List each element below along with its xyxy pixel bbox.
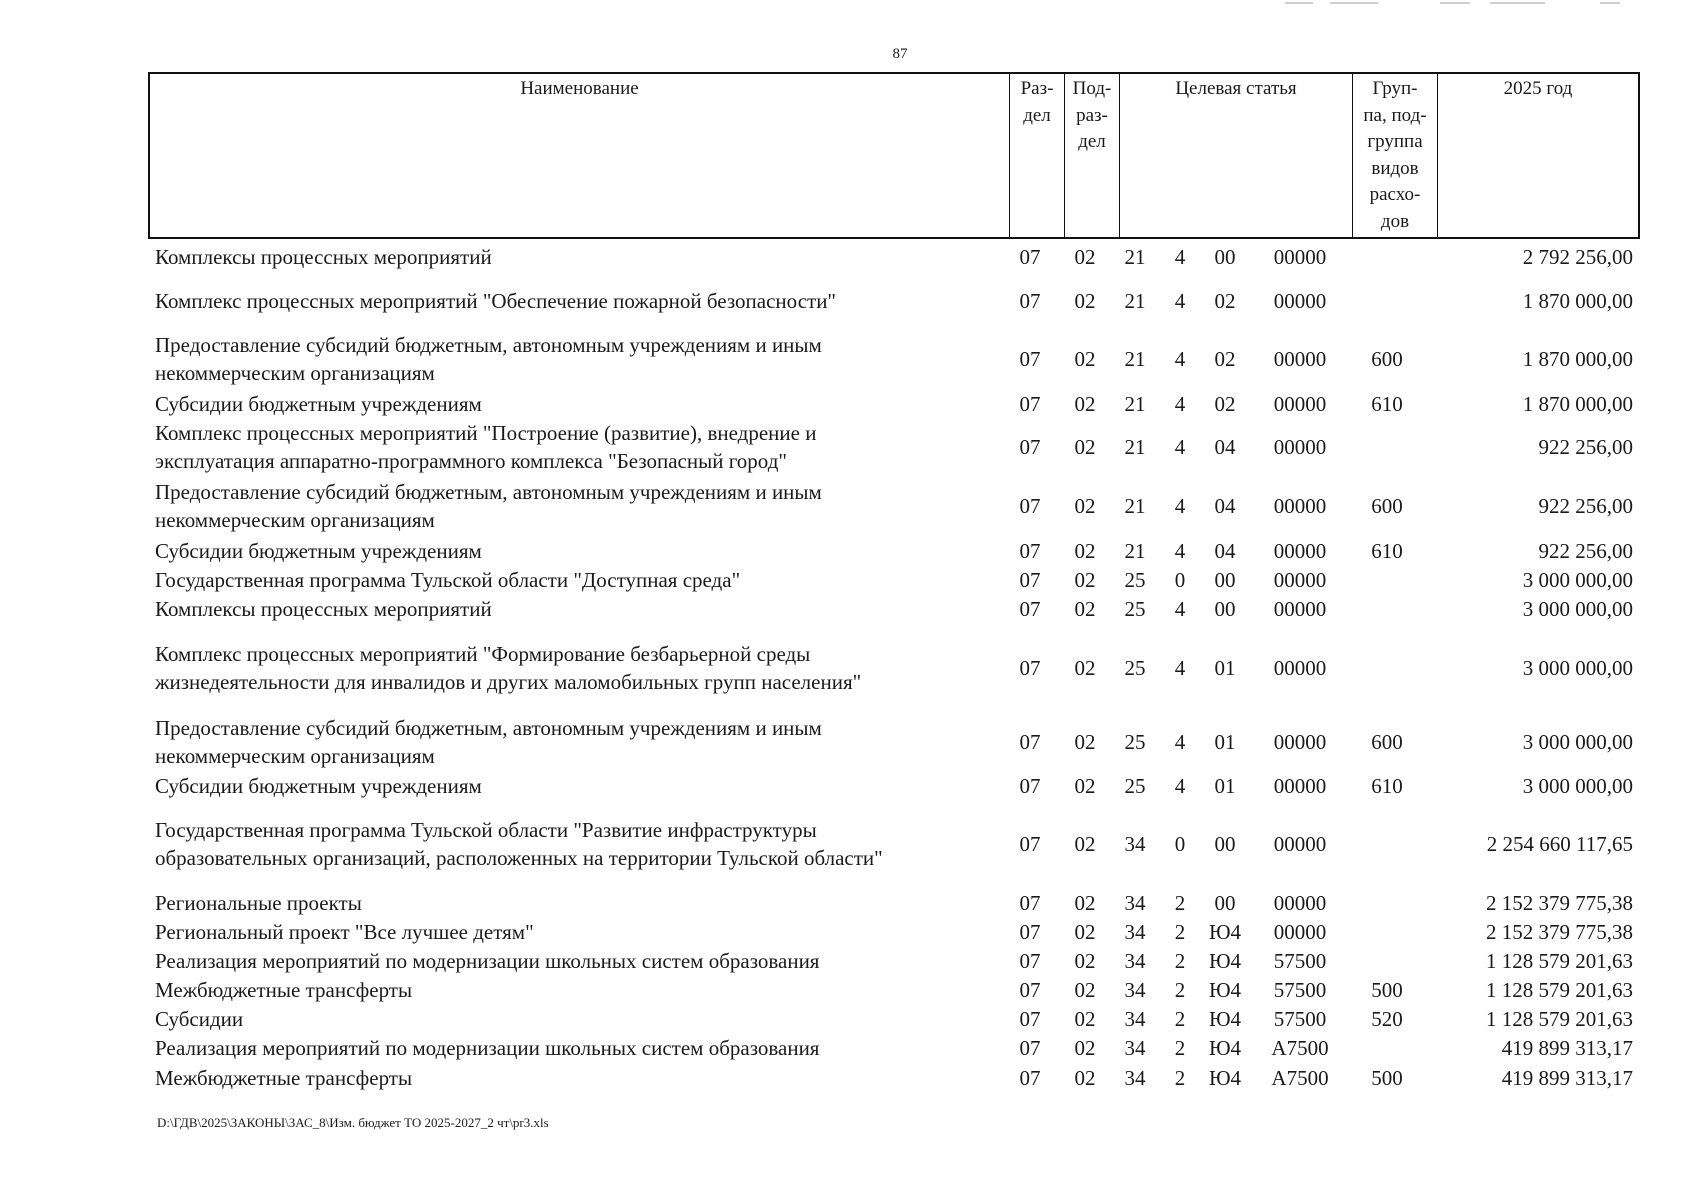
row-c1: 21 [1124,347,1146,371]
row-c3: 00 [1214,245,1236,269]
row-c2: 2 [1174,891,1186,915]
row-amount: 1 870 000,00 [1522,347,1633,371]
row-g: 600 [1371,494,1403,518]
row-name: Реализация мероприятий по модернизации школьных систем образования [155,1036,820,1060]
row-name: Государственная программа Тульской области "Доступная среда" [155,568,741,592]
row-c2: 4 [1174,392,1186,416]
row-pr: 02 [1074,392,1096,416]
row-c1: 21 [1124,539,1146,563]
row-c2: 4 [1174,730,1186,754]
table-row [0,419,1693,475]
row-amount: 922 256,00 [1538,539,1633,563]
row-pr: 02 [1074,832,1096,856]
row-name: Субсидии бюджетным учреждениям [155,539,482,563]
row-c4: 00000 [1273,832,1327,856]
row-c1: 34 [1124,832,1146,856]
row-r: 07 [1019,978,1041,1002]
row-name: Комплексы процессных мероприятий [155,245,492,269]
row-amount: 3 000 000,00 [1522,656,1633,680]
row-c1: 25 [1124,656,1146,680]
row-r: 07 [1019,1066,1041,1090]
row-amount: 922 256,00 [1538,494,1633,518]
table-row [0,640,1693,696]
row-g: 600 [1371,347,1403,371]
row-amount: 1 128 579 201,63 [1486,978,1633,1002]
row-name: Субсидии бюджетным учреждениям [155,774,482,798]
table-row [0,816,1693,872]
row-name: Комплексы процессных мероприятий [155,597,492,621]
row-amount: 922 256,00 [1538,435,1633,459]
row-c3: 04 [1214,435,1236,459]
row-c3: Ю4 [1208,1066,1242,1090]
table-row [0,714,1693,770]
row-amount: 1 128 579 201,63 [1486,1007,1633,1031]
table-row [0,772,1693,800]
row-pr: 02 [1074,539,1096,563]
page-number: 87 [892,46,908,62]
row-r: 07 [1019,597,1041,621]
header-group [1353,74,1438,237]
row-c1: 25 [1124,597,1146,621]
row-pr: 02 [1074,978,1096,1002]
row-name: Межбюджетные трансферты [155,978,413,1002]
row-c3: 00 [1214,891,1236,915]
row-c3: Ю4 [1208,920,1242,944]
row-pr: 02 [1074,494,1096,518]
row-c3: 02 [1214,289,1236,313]
row-g: 610 [1371,539,1403,563]
row-c2: 2 [1174,1036,1186,1060]
row-c4: 00000 [1273,920,1327,944]
row-c1: 21 [1124,392,1146,416]
row-pr: 02 [1074,245,1096,269]
row-amount: 1 870 000,00 [1522,289,1633,313]
row-c4: 00000 [1273,656,1327,680]
row-pr: 02 [1074,568,1096,592]
row-c3: 01 [1214,730,1236,754]
row-r: 07 [1019,568,1041,592]
row-amount: 1 870 000,00 [1522,392,1633,416]
header-name [150,74,1010,237]
row-c4: А7500 [1271,1036,1329,1060]
row-c2: 0 [1174,832,1186,856]
row-name: Реализация мероприятий по модернизации школьных систем образования [155,949,820,973]
table-row [0,889,1693,917]
table-row [0,1034,1693,1062]
table-row [0,566,1693,594]
row-r: 07 [1019,920,1041,944]
row-c4: 00000 [1273,891,1327,915]
row-r: 07 [1019,949,1041,973]
row-c4: 57500 [1273,978,1327,1002]
header-podrazdel [1065,74,1120,237]
row-c4: А7500 [1271,1066,1329,1090]
row-name: Государственная программа Тульской области "Развитие инфраструктуры образовательных организаций, расположенных на территории Тульской области" [155,818,883,870]
row-r: 07 [1019,347,1041,371]
row-c2: 2 [1174,1066,1186,1090]
row-c3: Ю4 [1208,1007,1242,1031]
scan-artifact [1285,2,1313,4]
row-c2: 2 [1174,949,1186,973]
row-name: Региональный проект "Все лучшее детям" [155,920,534,944]
row-g: 610 [1371,392,1403,416]
row-c3: 02 [1214,392,1236,416]
row-c2: 2 [1174,1007,1186,1031]
row-g: 600 [1371,730,1403,754]
scan-artifact [1490,2,1545,4]
row-c3: 00 [1214,832,1236,856]
row-amount: 3 000 000,00 [1522,597,1633,621]
row-c3: Ю4 [1208,1036,1242,1060]
row-r: 07 [1019,539,1041,563]
header-year-label: 2025 год [1503,78,1573,99]
table-row [0,243,1693,271]
row-c4: 00000 [1273,245,1327,269]
row-pr: 02 [1074,1066,1096,1090]
row-c1: 34 [1124,1036,1146,1060]
scan-artifact [1440,2,1470,4]
row-c2: 0 [1174,568,1186,592]
row-c2: 4 [1174,494,1186,518]
row-amount: 2 254 660 117,65 [1486,832,1633,856]
table-row [0,390,1693,418]
row-c4: 00000 [1273,774,1327,798]
row-c2: 2 [1174,920,1186,944]
header-group-label: Груп- па, под- группа видов расхо- дов [1363,78,1427,232]
row-c4: 00000 [1273,347,1327,371]
row-g: 610 [1371,774,1403,798]
row-amount: 3 000 000,00 [1522,568,1633,592]
row-name: Предоставление субсидий бюджетным, автономным учреждениям и иным некоммерческим организациям [155,480,822,532]
row-c2: 4 [1174,435,1186,459]
row-c1: 21 [1124,289,1146,313]
row-c3: 04 [1214,539,1236,563]
header-year [1438,74,1638,237]
row-r: 07 [1019,774,1041,798]
row-r: 07 [1019,891,1041,915]
row-c2: 4 [1174,656,1186,680]
table-row [0,595,1693,623]
table-row [0,331,1693,387]
row-c4: 00000 [1273,539,1327,563]
row-pr: 02 [1074,1036,1096,1060]
row-c1: 34 [1124,978,1146,1002]
row-r: 07 [1019,289,1041,313]
row-c3: 04 [1214,494,1236,518]
row-c1: 34 [1124,1066,1146,1090]
table-row [0,537,1693,565]
row-amount: 3 000 000,00 [1522,730,1633,754]
row-c1: 25 [1124,568,1146,592]
row-c3: Ю4 [1208,949,1242,973]
row-c4: 00000 [1273,494,1327,518]
row-c3: 00 [1214,568,1236,592]
row-r: 07 [1019,435,1041,459]
row-pr: 02 [1074,656,1096,680]
row-c3: 02 [1214,347,1236,371]
table-row [0,1005,1693,1033]
row-c3: Ю4 [1208,978,1242,1002]
row-c2: 2 [1174,978,1186,1002]
row-c4: 00000 [1273,392,1327,416]
row-c1: 34 [1124,920,1146,944]
row-r: 07 [1019,392,1041,416]
row-name: Межбюджетные трансферты [155,1066,413,1090]
row-c2: 4 [1174,245,1186,269]
row-r: 07 [1019,1007,1041,1031]
row-c1: 34 [1124,1007,1146,1031]
row-amount: 2 792 256,00 [1522,245,1633,269]
row-c3: 01 [1214,656,1236,680]
row-c4: 00000 [1273,597,1327,621]
row-amount: 3 000 000,00 [1522,774,1633,798]
row-r: 07 [1019,245,1041,269]
row-c2: 4 [1174,539,1186,563]
table-row [0,1064,1693,1092]
row-name: Комплекс процессных мероприятий "Обеспечение пожарной безопасности" [155,289,837,313]
row-name: Комплекс процессных мероприятий "Формирование безбарьерной среды жизнедеятельности для инвалидов и других маломобильных групп населения" [155,642,862,694]
row-pr: 02 [1074,774,1096,798]
row-c4: 00000 [1273,730,1327,754]
row-c1: 21 [1124,494,1146,518]
row-c4: 00000 [1273,289,1327,313]
row-g: 520 [1371,1007,1403,1031]
scan-artifact [1330,2,1378,4]
row-c1: 21 [1124,435,1146,459]
row-amount: 1 128 579 201,63 [1486,949,1633,973]
header-razdel [1010,74,1065,237]
row-c1: 34 [1124,891,1146,915]
row-amount: 419 899 313,17 [1501,1036,1633,1060]
header-podrazdel-label: Под- раз- дел [1072,78,1112,152]
row-name: Субсидии [155,1007,244,1031]
row-pr: 02 [1074,435,1096,459]
row-name: Субсидии бюджетным учреждениям [155,392,482,416]
row-g: 500 [1371,1066,1403,1090]
header-target-label: Целевая статья [1175,78,1297,99]
scan-artifact [1600,2,1620,4]
row-pr: 02 [1074,949,1096,973]
table-row [0,918,1693,946]
table-row [0,287,1693,315]
row-r: 07 [1019,730,1041,754]
header-name-label: Наименование [520,78,639,99]
row-amount: 2 152 379 775,38 [1486,891,1633,915]
row-r: 07 [1019,832,1041,856]
row-pr: 02 [1074,1007,1096,1031]
row-pr: 02 [1074,289,1096,313]
row-amount: 419 899 313,17 [1501,1066,1633,1090]
row-c2: 4 [1174,347,1186,371]
row-c1: 21 [1124,245,1146,269]
table-row [0,976,1693,1004]
table-header [148,72,1640,239]
table-row [0,947,1693,975]
row-pr: 02 [1074,730,1096,754]
row-name: Региональные проекты [155,891,362,915]
row-c3: 01 [1214,774,1236,798]
footer-file-path: D:\ГДВ\2025\ЗАКОНЫ\ЗАС_8\Изм. бюджет ТО 2025-2027_2 чт\pr3.xls [157,1115,549,1130]
row-r: 07 [1019,656,1041,680]
row-name: Предоставление субсидий бюджетным, автономным учреждениям и иным некоммерческим организациям [155,333,822,385]
header-razdel-label: Раз- дел [1020,78,1054,126]
row-c4: 57500 [1273,1007,1327,1031]
row-c2: 4 [1174,289,1186,313]
row-c1: 34 [1124,949,1146,973]
row-pr: 02 [1074,920,1096,944]
row-pr: 02 [1074,347,1096,371]
row-c4: 57500 [1273,949,1327,973]
row-r: 07 [1019,1036,1041,1060]
row-pr: 02 [1074,597,1096,621]
row-pr: 02 [1074,891,1096,915]
row-c2: 4 [1174,774,1186,798]
row-c2: 4 [1174,597,1186,621]
row-name: Комплекс процессных мероприятий "Построение (развитие), внедрение и эксплуатация аппаратно-программного комплекса "Безопасный город" [155,421,817,473]
row-c1: 25 [1124,774,1146,798]
row-name: Предоставление субсидий бюджетным, автономным учреждениям и иным некоммерческим организациям [155,716,822,768]
row-r: 07 [1019,494,1041,518]
row-c3: 00 [1214,597,1236,621]
header-target [1120,74,1353,237]
row-amount: 2 152 379 775,38 [1486,920,1633,944]
row-g: 500 [1371,978,1403,1002]
table-row [0,478,1693,534]
row-c4: 00000 [1273,435,1327,459]
row-c1: 25 [1124,730,1146,754]
row-c4: 00000 [1273,568,1327,592]
